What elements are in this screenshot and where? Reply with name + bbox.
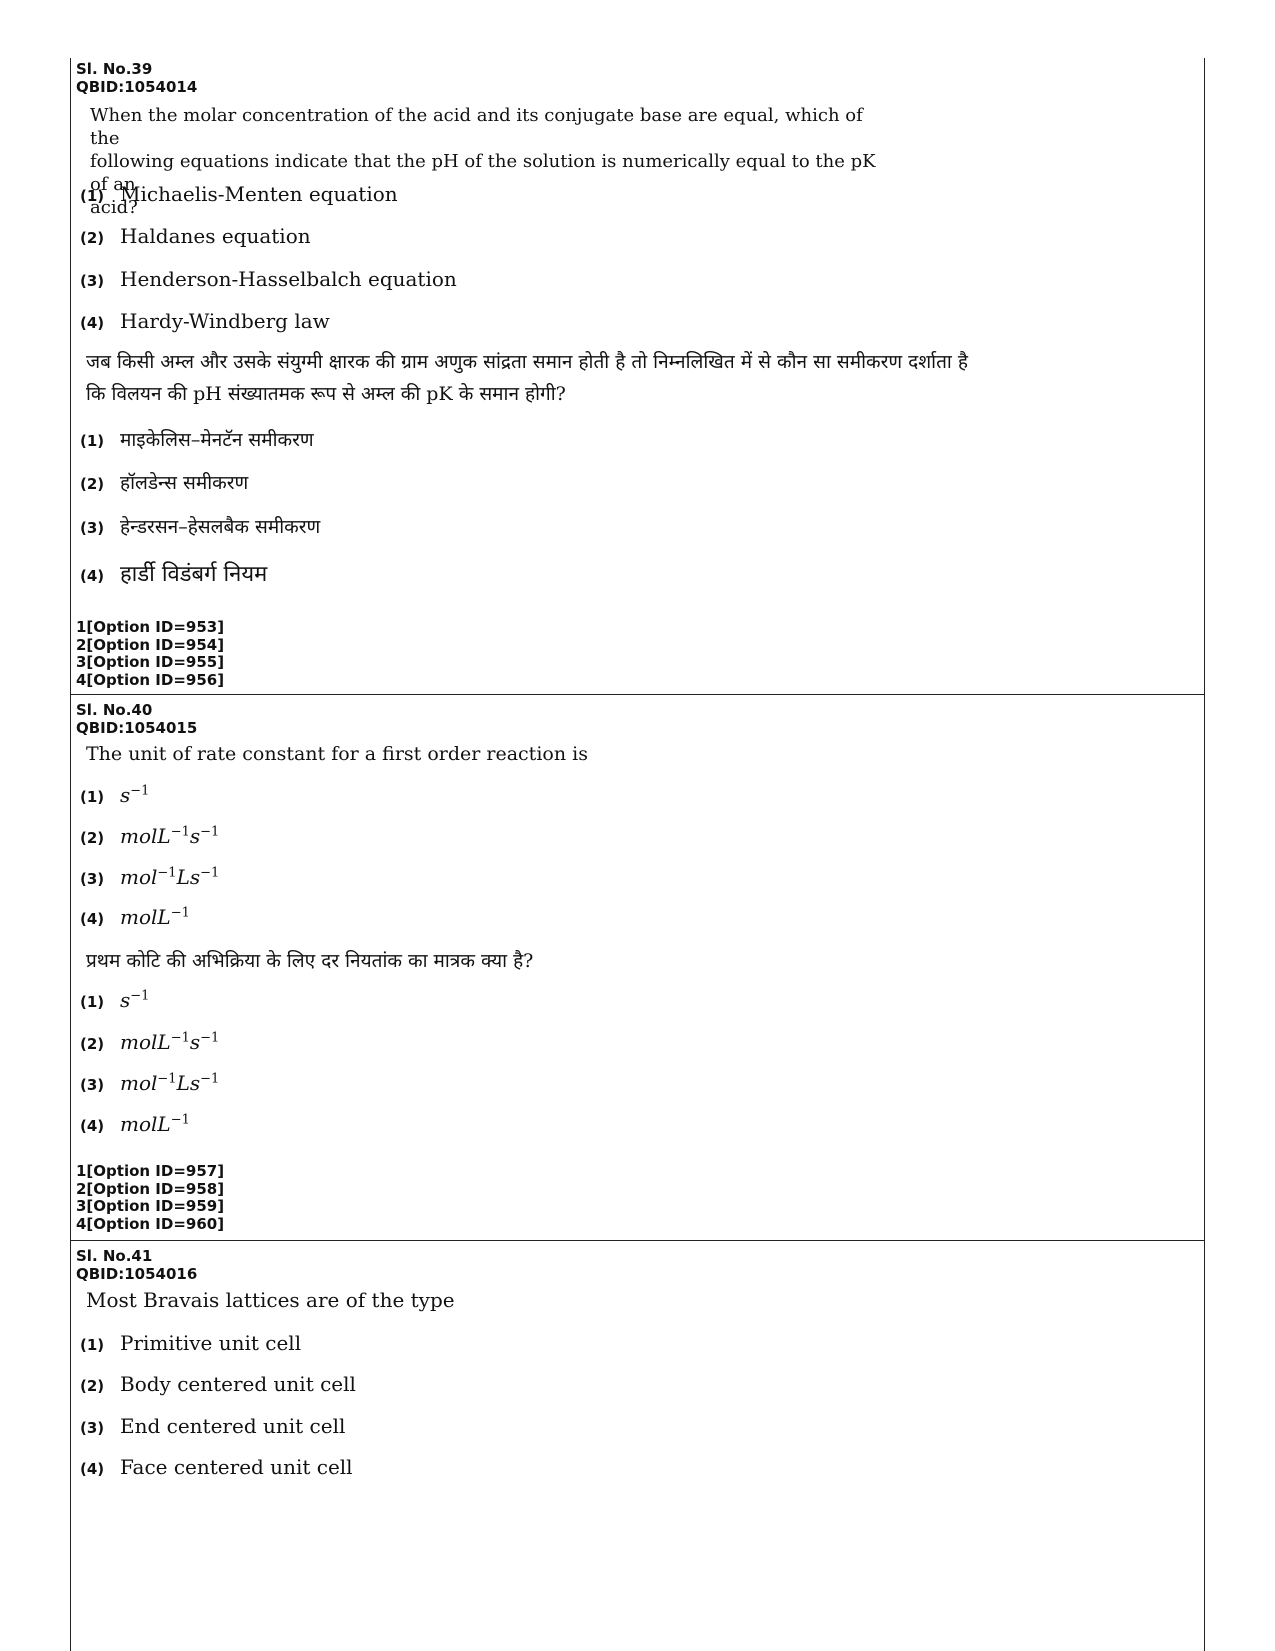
math-exponent: −1 <box>200 1030 220 1046</box>
question-stem-en: The unit of rate constant for a first order reaction is <box>86 743 588 765</box>
math-exponent: −1 <box>170 905 190 921</box>
option-math <box>120 905 190 929</box>
option-number: (4) <box>80 910 105 928</box>
option-id: 4[Option ID=956] <box>76 670 225 689</box>
math-base: mol <box>120 1071 158 1095</box>
option-text: Body centered unit cell <box>120 1372 356 1396</box>
option-number: (4) <box>80 1460 105 1478</box>
option-ids <box>76 1163 224 1233</box>
stem-line: following equations indicate that the pH of the solution is numerically equal to the pK of an <box>90 151 876 195</box>
math-base: mol <box>120 865 158 889</box>
option-math <box>120 865 219 889</box>
option-number: (1) <box>80 432 105 450</box>
stem-line: When the molar concentration of the acid and its conjugate base are equal, which of the <box>90 105 863 149</box>
option-en-3 <box>80 865 219 889</box>
option-en-2 <box>80 824 219 848</box>
math-exponent: −1 <box>170 1030 190 1046</box>
math-base: s <box>189 824 201 848</box>
question-39 <box>70 58 1205 694</box>
option-hi-4 <box>80 558 267 588</box>
option-text: Haldanes equation <box>120 224 311 248</box>
option-id: 3[Option ID=955] <box>76 653 225 671</box>
stem-line: जब किसी अम्ल और उसके संयुग्मी क्षारक की ग्राम अणुक सांद्रता समान होती है तो निम्नलिखित में से कौन सा समीकरण दर्शाता है <box>86 351 968 373</box>
option-math <box>120 1030 219 1054</box>
option-text: End centered unit cell <box>120 1414 346 1438</box>
math-exponent: −1 <box>130 783 150 799</box>
option-text: Hardy-Windberg law <box>120 309 330 333</box>
math-base: Ls <box>176 1071 201 1095</box>
math-base: Ls <box>176 865 201 889</box>
option-en-1 <box>80 182 398 206</box>
option-hi-2 <box>80 469 248 495</box>
option-number: (1) <box>80 993 105 1011</box>
math-base: s <box>120 988 131 1012</box>
serial-number: Sl. No.41 <box>76 1247 153 1265</box>
option-number: (1) <box>80 788 105 806</box>
option-id: 3[Option ID=959] <box>76 1197 225 1215</box>
qbid: QBID:1054016 <box>76 1265 198 1283</box>
math-exponent: −1 <box>157 865 177 881</box>
math-exponent: −1 <box>200 824 220 840</box>
option-text: हॉलडेन्स समीकरण <box>120 472 249 494</box>
option-en-3 <box>80 267 457 291</box>
stem-line: कि विलयन की pH संख्यातमक रूप से अम्ल की pK के समान होगी? <box>86 383 566 405</box>
question-stem-en: Most Bravais lattices are of the type <box>86 1288 455 1312</box>
math-base: molL <box>120 905 171 929</box>
option-text: हेन्डरसन–हेसलबैक समीकरण <box>120 516 321 538</box>
math-base: molL <box>120 824 171 848</box>
option-text: हार्डी विडंबर्ग नियम <box>120 562 268 587</box>
option-hi-3 <box>80 513 320 539</box>
option-id: 4[Option ID=960] <box>76 1214 225 1233</box>
math-exponent: −1 <box>130 988 150 1004</box>
stem-line: acid? <box>90 197 138 218</box>
option-hi-4 <box>80 1112 190 1136</box>
option-hi-3 <box>80 1071 219 1095</box>
option-number: (1) <box>80 187 105 205</box>
option-en-3 <box>80 1414 345 1438</box>
option-math <box>120 1071 219 1095</box>
option-number: (4) <box>80 314 105 332</box>
option-hi-2 <box>80 1030 219 1054</box>
option-number: (3) <box>80 1076 105 1094</box>
option-text: Henderson-Hasselbalch equation <box>120 267 457 291</box>
option-id: 1[Option ID=957] <box>76 1162 225 1180</box>
option-math <box>120 783 149 807</box>
math-exponent: −1 <box>200 865 220 881</box>
question-stem-hi <box>86 346 1166 410</box>
math-exponent: −1 <box>170 1112 190 1128</box>
serial-number: Sl. No.39 <box>76 60 153 78</box>
option-id: 1[Option ID=953] <box>76 618 225 636</box>
option-number: (4) <box>80 1117 105 1135</box>
option-math <box>120 988 149 1012</box>
option-number: (2) <box>80 829 105 847</box>
math-exponent: −1 <box>157 1071 177 1087</box>
option-text: Face centered unit cell <box>120 1455 353 1479</box>
option-id: 2[Option ID=954] <box>76 635 225 654</box>
option-number: (2) <box>80 1377 105 1395</box>
option-text: Primitive unit cell <box>120 1331 302 1355</box>
math-exponent: −1 <box>200 1071 220 1087</box>
serial-number: Sl. No.40 <box>76 701 153 719</box>
math-exponent: −1 <box>170 824 190 840</box>
option-number: (3) <box>80 1419 105 1437</box>
question-stem-hi: प्रथम कोटि की अभिक्रिया के लिए दर नियतांक का मात्रक क्या है? <box>86 950 534 972</box>
option-number: (4) <box>80 567 105 585</box>
option-hi-1 <box>80 426 314 452</box>
option-math <box>120 824 219 848</box>
option-number: (3) <box>80 272 105 290</box>
math-base: molL <box>120 1112 171 1136</box>
option-math <box>120 1112 190 1136</box>
option-number: (2) <box>80 229 105 247</box>
option-number: (2) <box>80 1035 105 1053</box>
qbid: QBID:1054015 <box>76 719 198 737</box>
option-en-2 <box>80 224 311 248</box>
option-ids <box>76 619 224 689</box>
option-en-4 <box>80 309 330 333</box>
option-number: (2) <box>80 475 105 493</box>
math-base: s <box>120 783 131 807</box>
question-40 <box>70 695 1205 1240</box>
option-en-4 <box>80 1455 353 1479</box>
qbid: QBID:1054014 <box>76 78 198 96</box>
option-number: (3) <box>80 519 105 537</box>
option-text: माइकेलिस–मेनटॅन समीकरण <box>120 429 314 451</box>
math-base: s <box>189 1030 201 1054</box>
option-en-2 <box>80 1372 356 1396</box>
option-text: Michaelis-Menten equation <box>120 182 398 206</box>
math-base: molL <box>120 1030 171 1054</box>
question-41 <box>70 1241 1205 1651</box>
option-number: (3) <box>80 870 105 888</box>
option-en-1 <box>80 783 149 807</box>
option-number: (1) <box>80 1336 105 1354</box>
option-en-4 <box>80 905 190 929</box>
option-en-1 <box>80 1331 301 1355</box>
option-hi-1 <box>80 988 149 1012</box>
option-id: 2[Option ID=958] <box>76 1179 225 1198</box>
